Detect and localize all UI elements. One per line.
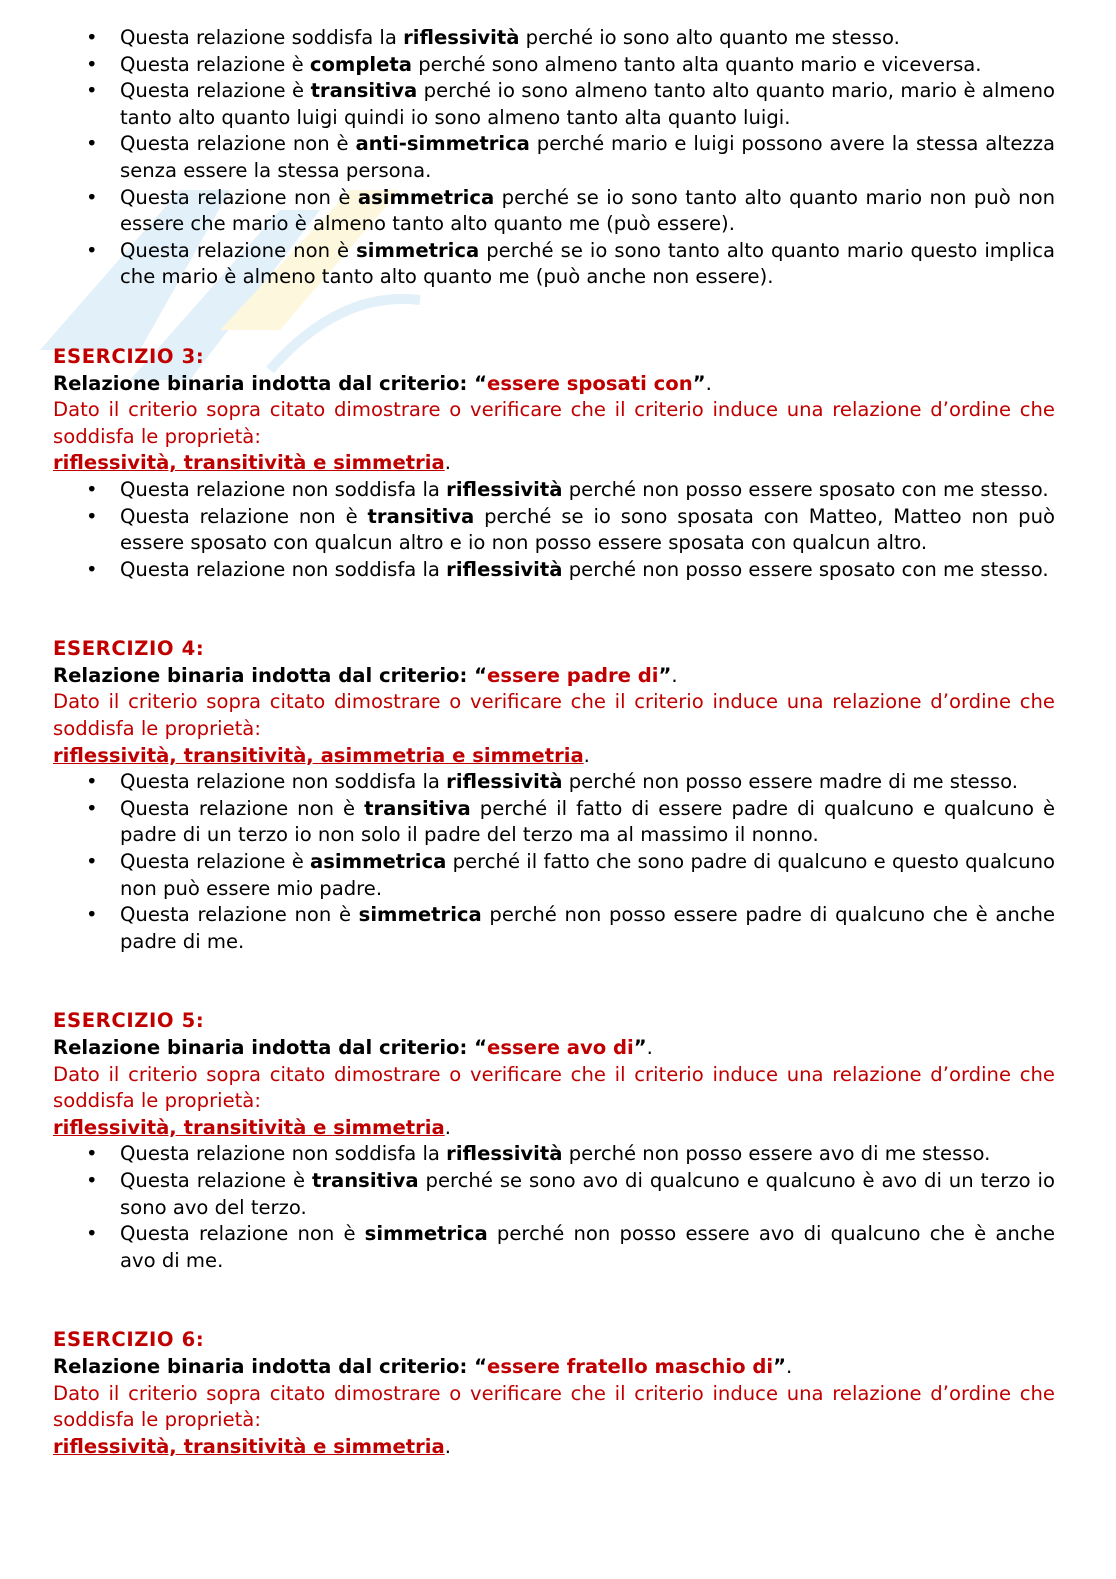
- exercise-title: ESERCIZIO 6:: [53, 1328, 205, 1352]
- criterion: essere avo di: [487, 1036, 634, 1059]
- exercise-title: ESERCIZIO 3:: [53, 344, 205, 368]
- exercise-title: ESERCIZIO 5:: [53, 1009, 205, 1033]
- criterion: essere fratello maschio di: [487, 1354, 774, 1378]
- exercise-3: [53, 344, 1055, 583]
- properties-line: riflessività, transitività e simmetria.: [53, 1115, 451, 1139]
- list-item: • Questa relazione non soddisfa la riflessività perché non posso essere sposato con me stesso.: [53, 557, 1055, 584]
- properties-list: riflessività, transitività e simmetria: [53, 1115, 445, 1139]
- list-item: • Questa relazione non soddisfa la riflessività perché non posso essere sposato con me stesso.: [53, 477, 1055, 504]
- intro-list: [53, 25, 1055, 291]
- properties-line: riflessività, transitività e simmetria.: [53, 451, 451, 475]
- list-item: • Questa relazione non è simmetrica perché non posso essere padre di qualcuno che è anche padre di me.: [53, 902, 1055, 955]
- properties-list: riflessività, transitività e simmetria: [53, 451, 445, 475]
- properties-list: riflessività, transitività e simmetria: [53, 1434, 445, 1458]
- list-item: • Questa relazione non soddisfa la riflessività perché non posso essere madre di me stesso.: [53, 769, 1055, 796]
- relation-line: Relazione binaria indotta dal criterio: “essere sposati con”.: [53, 371, 712, 395]
- exercise-4: [53, 636, 1055, 955]
- criterion: essere padre di: [487, 663, 659, 687]
- list-item: • Questa relazione non è anti-simmetrica perché mario e luigi possono avere la stessa altezza senza essere la stessa persona.: [53, 131, 1055, 184]
- exercise-5: [53, 1008, 1055, 1274]
- exercise-list: [53, 769, 1055, 955]
- list-item: • Questa relazione è transitiva perché se sono avo di qualcuno e qualcuno è avo di un terzo io sono avo del terzo.: [53, 1168, 1055, 1221]
- relation-line: Relazione binaria indotta dal criterio: “essere padre di”.: [53, 663, 678, 687]
- list-item: • Questa relazione non è asimmetrica perché se io sono tanto alto quanto mario non può non essere che mario è almeno tanto alto quanto me (può essere).: [53, 185, 1055, 238]
- instruction-text: Dato il criterio sopra citato dimostrare o verificare che il criterio induce una relazione d’ordine che soddisfa le proprietà:: [53, 1381, 1055, 1432]
- list-item: • Questa relazione non soddisfa la riflessività perché non posso essere avo di me stesso.: [53, 1141, 1055, 1168]
- properties-line: riflessività, transitività e simmetria.: [53, 1434, 451, 1458]
- instruction-text: Dato il criterio sopra citato dimostrare o verificare che il criterio induce una relazione d’ordine che soddisfa le proprietà:: [53, 398, 1055, 448]
- list-item: • Questa relazione non è transitiva perché il fatto di essere padre di qualcuno e qualcuno è padre di un terzo io non solo il padre del terzo ma al massimo il nonno.: [53, 796, 1055, 849]
- list-item: • Questa relazione non è transitiva perché se io sono sposata con Matteo, Matteo non può essere sposato con qualcun altro e io non posso essere sposata con qualcun altro.: [53, 504, 1055, 557]
- properties-list: riflessività, transitività, asimmetria e simmetria: [53, 743, 584, 767]
- exercise-6: [53, 1327, 1055, 1460]
- instruction-text: Dato il criterio sopra citato dimostrare o verificare che il criterio induce una relazione d’ordine che soddisfa le proprietà:: [53, 1062, 1055, 1113]
- list-item: • Questa relazione è transitiva perché io sono almeno tanto alto quanto mario, mario è almeno tanto alto quanto luigi quindi io sono almeno tanto alta quanto luigi.: [53, 78, 1055, 131]
- list-item: • Questa relazione è completa perché sono almeno tanto alta quanto mario e viceversa.: [53, 52, 1055, 79]
- list-item: • Questa relazione non è simmetrica perché non posso essere avo di qualcuno che è anche avo di me.: [53, 1221, 1055, 1274]
- exercise-list: [53, 1141, 1055, 1274]
- exercise-list: [53, 477, 1055, 583]
- list-item: • Questa relazione è asimmetrica perché il fatto che sono padre di qualcuno e questo qualcuno non può essere mio padre.: [53, 849, 1055, 902]
- document-page: [53, 25, 1055, 1460]
- relation-line: Relazione binaria indotta dal criterio: “essere avo di”.: [53, 1036, 653, 1059]
- relation-line: Relazione binaria indotta dal criterio: “essere fratello maschio di”.: [53, 1354, 793, 1378]
- properties-line: riflessività, transitività, asimmetria e simmetria.: [53, 743, 590, 767]
- list-item: • Questa relazione non è simmetrica perché se io sono tanto alto quanto mario questo implica che mario è almeno tanto alto quanto me (può anche non essere).: [53, 238, 1055, 291]
- list-item: • Questa relazione soddisfa la riflessività perché io sono alto quanto me stesso.: [53, 25, 1055, 52]
- criterion: essere sposati con: [487, 371, 693, 395]
- exercise-title: ESERCIZIO 4:: [53, 637, 205, 661]
- instruction-text: Dato il criterio sopra citato dimostrare o verificare che il criterio induce una relazione d’ordine che soddisfa le proprietà:: [53, 690, 1055, 741]
